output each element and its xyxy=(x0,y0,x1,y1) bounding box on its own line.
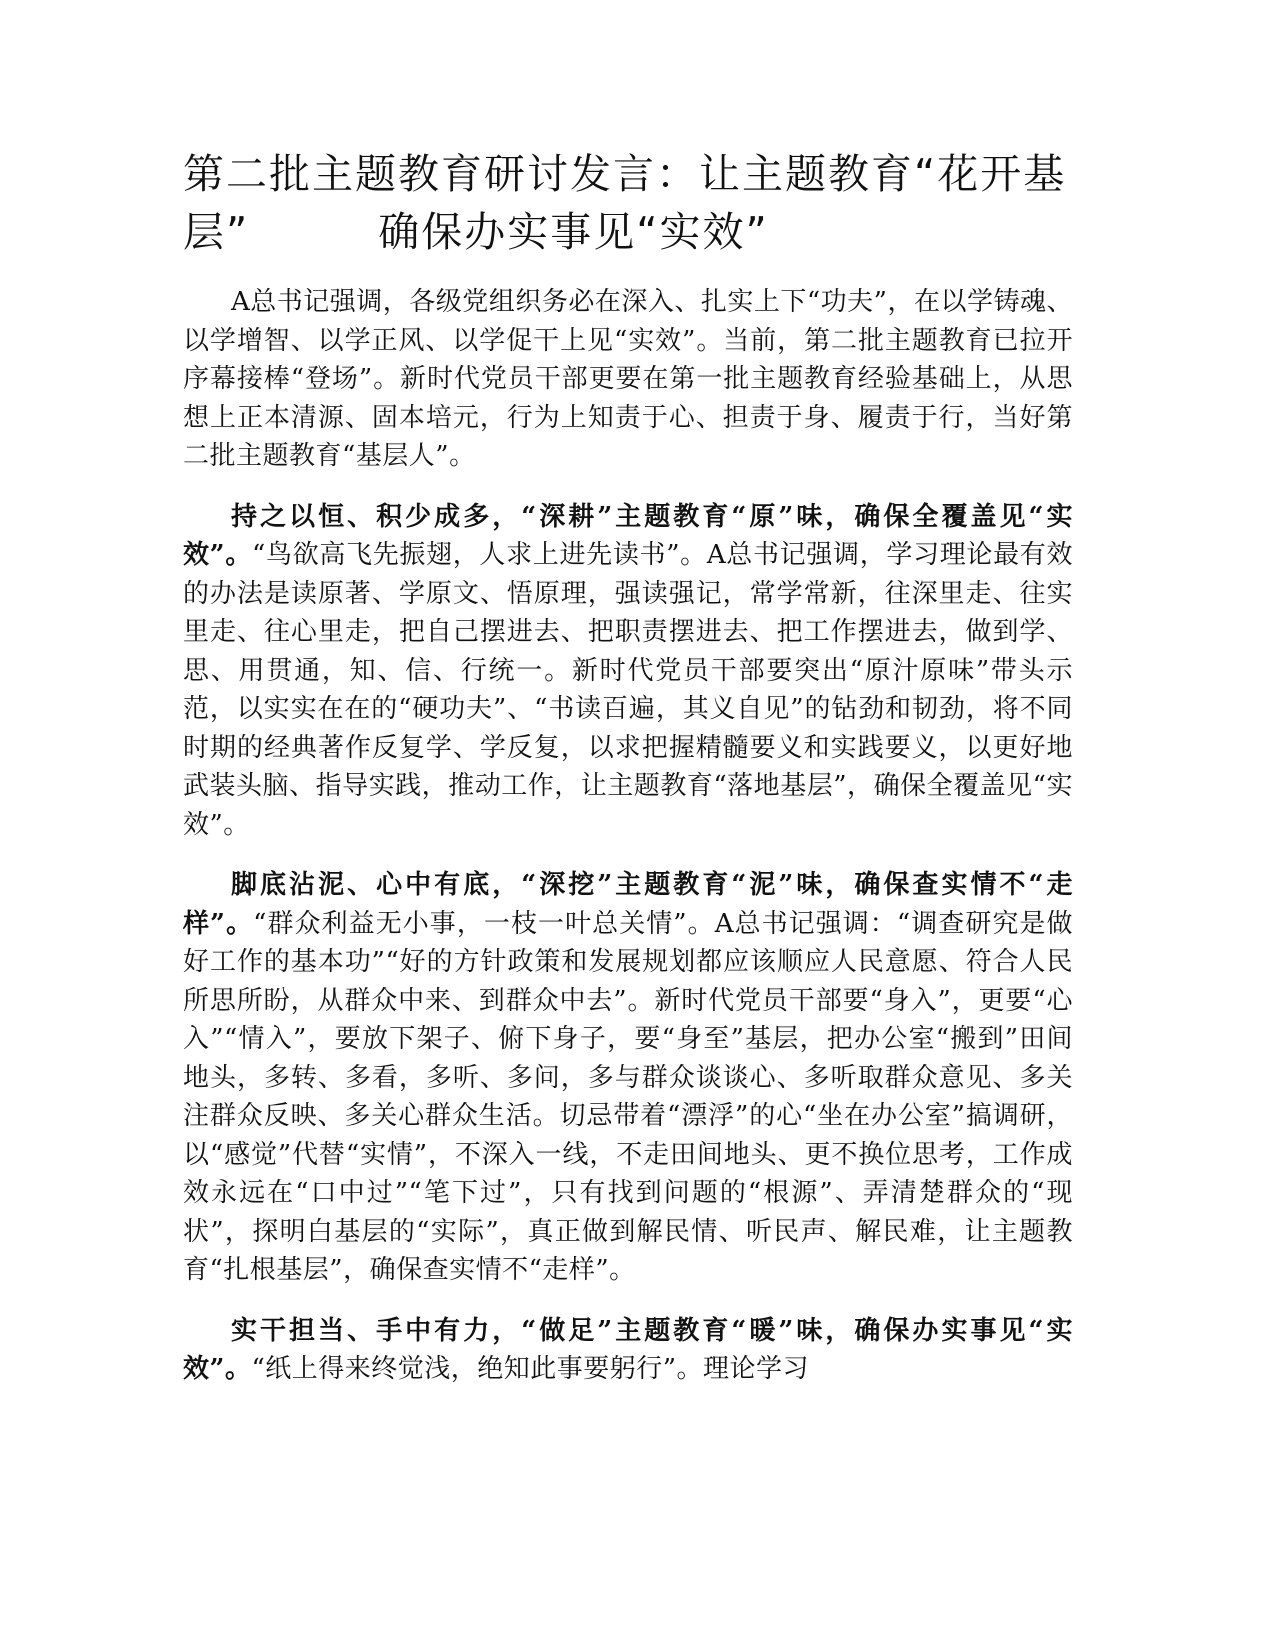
paragraph-text: “群众利益无小事，一枝一叶总关情”。A总书记强调：“调查研究是做好工作的基本功”“好的方针政策和发展规划都应该顺应人民意愿、符合人民所思所盼，从群众中来、到群众中去”。新时代党员干部要“身入”，更要“心入”“情入”，要放下架子、俯下身子，要“身至”基层，把办公室“搬到”田间地头，多转、多看，多听、多问，多与群众谈谈心、多听取群众意见、多关注群众反映、多关心群众生活。切忌带着“漂浮”的心“坐在办公室”搞调研，以“感觉”代替“实情”，不深入一线，不走田间地头、更不换位思考，工作成效永远在“口中过”“笔下过”，只有找到问题的“根源”、弄清楚群众的“现状”，探明白基层的“实际”，真正做到解民情、听民声、解民难，让主题教育“扎根基层”，确保查实情不“走样”。 xyxy=(183,908,1073,1285)
paragraph-text: “纸上得来终觉浅，绝知此事要躬行”。理论学习 xyxy=(251,1354,810,1384)
paragraph-section-1 xyxy=(183,498,1073,845)
section-heading: 持之以恒、积少成多，“深耕”主题教育“原”味，确保全覆盖见“实效”。 xyxy=(183,501,1073,570)
paragraph-section-2 xyxy=(183,866,1073,1290)
document-page xyxy=(183,145,1073,1411)
section-heading: 实干担当、手中有力，“做足”主题教育“暖”味，确保办实事见“实效”。 xyxy=(183,1315,1073,1384)
paragraph-intro xyxy=(183,283,1073,476)
paragraph-text: “鸟欲高飞先振翅，人求上进先读书”。A总书记强调，学习理论最有效的办法是读原著、学原文、悟原理，强读强记，常学常新，往深里走、往实里走、往心里走，把自己摆进去、把职责摆进去、把工作摆进去，做到学、思、用贯通，知、信、行统一。新时代党员干部要突出“原汁原味”带头示范，以实实在在的“硬功夫”、“书读百遍，其义自见”的钻劲和韧劲，将不同时期的经典著作反复学、学反复，以求把握精髓要义和实践要义，以更好地武装头脑、指导实践，推动工作，让主题教育“落地基层”，确保全覆盖见“实效”。 xyxy=(183,540,1073,840)
document-title: 第二批主题教育研讨发言：让主题教育“花开基层” 确保办实事见“实效” xyxy=(183,150,1067,256)
section-heading: 脚底沾泥、心中有底，“深挖”主题教育“泥”味，确保查实情不“走样”。 xyxy=(183,870,1073,939)
paragraph-section-3 xyxy=(183,1312,1073,1389)
paragraph-text: A总书记强调，各级党组织务必在深入、扎实上下“功夫”，在以学铸魂、以学增智、以学正风、以学促干上见“实效”。当前，第二批主题教育已拉开序幕接棒“登场”。新时代党员干部更要在第一批主题教育经验基础上，从思想上正本清源、固本培元，行为上知责于心、担责于身、履责于行，当好第二批主题教育“基层人”。 xyxy=(183,287,1073,471)
